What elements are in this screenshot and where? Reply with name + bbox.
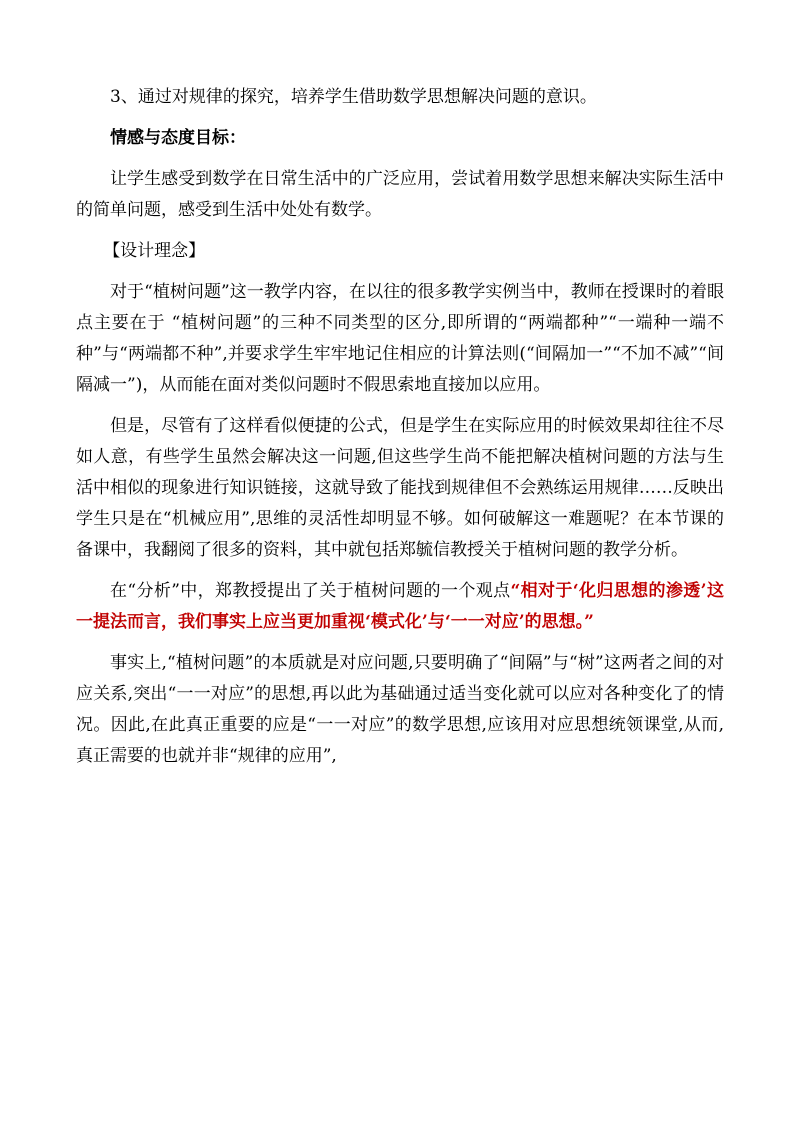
highlighted-quote: “相对于‘化归思想的渗透’这一提法而言，我们事实上应当更加重视‘模式化’与‘一一对应’的思想。” — [76, 581, 724, 632]
heading-emotion-attitude-goals: 情感与态度目标： — [110, 128, 246, 148]
paragraph-zheng-lead: 在“分析”中，郑教授提出了关于植树问题的一个观点 — [110, 581, 511, 601]
paragraph-correspondence: 事实上,“植树问题”的本质就是对应问题,只要明确了“间隔”与“树”这两者之间的对应关系,突出“一一对应”的思想,再以此为基础通过适当变化就可以应对各种变化了的情况。因此,在此真正重要的应是“一一对应”的数学思想,应该用对应思想统领课堂,从而,真正需要的也就并非“规律的应用”, — [76, 653, 724, 766]
paragraph-objective-3: 3、通过对规律的探究，培养学生借助数学思想解决问题的意识。 — [110, 87, 597, 107]
document-body — [76, 82, 724, 782]
paragraph-design-concept-1: 对于“植树问题”这一教学内容，在以往的很多教学实例当中，教师在授课时的着眼点主要在于 “植树问题”的三种不同类型的区分,即所谓的“两端都种”“一端种一端不种”与“两端都不种”,并要求学生牢牢地记住相应的计算法则(“间隔加一”“不加不减”“间隔减一”)，从而能在面对类似问题时不假思索地直接加以应用。 — [76, 282, 724, 395]
paragraph-zheng-analysis — [76, 576, 724, 638]
heading-design-concept: 【设计理念】 — [103, 241, 206, 261]
paragraph-design-concept-2: 但是，尽管有了这样看似便捷的公式，但是学生在实际应用的时候效果却往往不尽如人意，有些学生虽然会解决这一问题,但这些学生尚不能把解决植树问题的方法与生活中相似的现象进行知识链接，这就导致了能找到规律但不会熟练运用规律……反映出学生只是在“机械应用”,思维的灵活性却明显不够。如何破解这一难题呢？在本节课的备课中，我翻阅了很多的资料，其中就包括郑毓信教授关于植树问题的教学分析。 — [76, 416, 724, 560]
paragraph-emotion-attitude: 让学生感受到数学在日常生活中的广泛应用，尝试着用数学思想来解决实际生活中的简单问题，感受到生活中处处有数学。 — [76, 169, 724, 220]
